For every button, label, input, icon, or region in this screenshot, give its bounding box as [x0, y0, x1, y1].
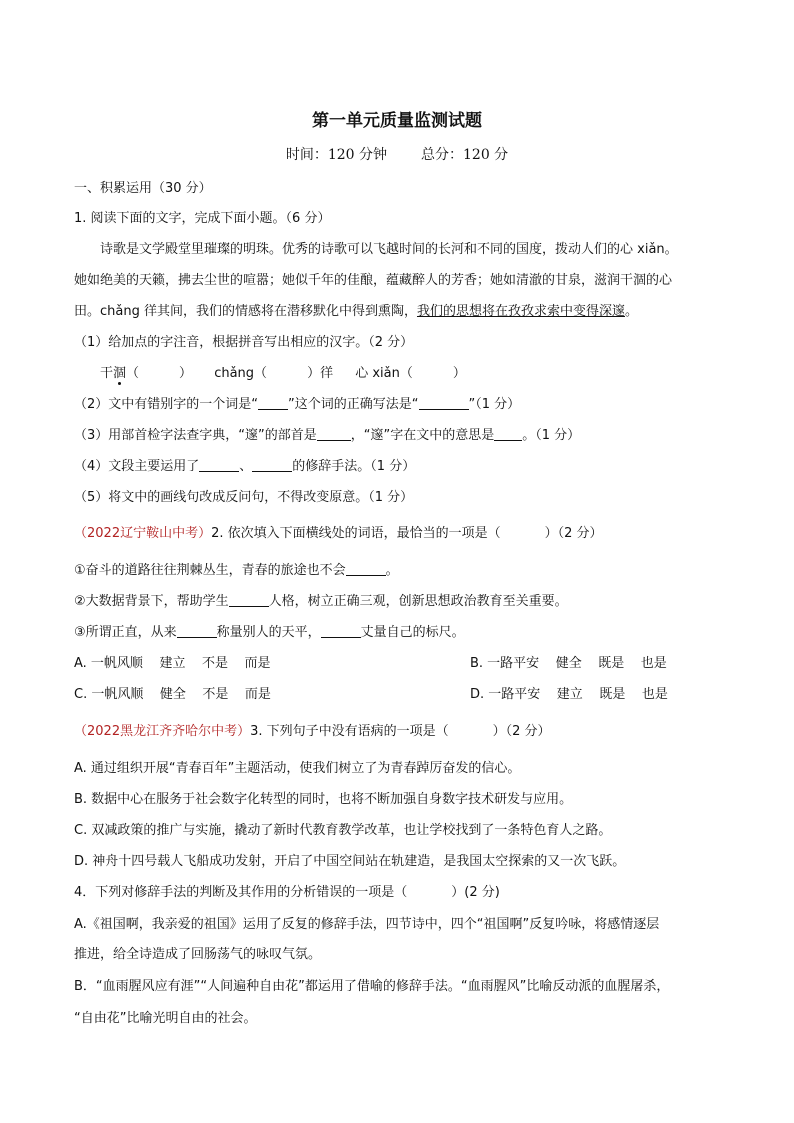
question-source: （2022辽宁鞍山中考）	[74, 526, 212, 541]
question-1-stem: 1. 阅读下面的文字，完成下面小题。（6 分）	[74, 211, 331, 226]
answer-blank[interactable]	[494, 427, 522, 441]
option-a-line-2[interactable]: 推进，给全诗造成了回肠荡气的咏叹气氛。	[74, 947, 322, 962]
question-2-options-row-1	[74, 655, 734, 673]
question-3-stem: （2022黑龙江齐齐哈尔中考）3. 下列句子中没有语病的一项是（ ）（2 分）	[74, 724, 551, 739]
question-1-sub-1-items: 干涸（ ） chǎng（ ）徉 心 xiǎn（ ）	[100, 366, 466, 381]
exam-time: 时间：120 分钟	[285, 147, 387, 163]
dotted-char-he: 涸	[113, 366, 127, 381]
question-4-stem: 4．下列对修辞手法的判断及其作用的分析错误的一项是（ ）(2 分)	[74, 885, 500, 900]
question-1-sub-5: （5）将文中的画线句改成反问句，不得改变原意。（1 分）	[74, 490, 414, 505]
exam-total-score: 总分：120 分	[421, 147, 509, 163]
answer-blank[interactable]	[321, 624, 361, 638]
answer-blank[interactable]	[419, 396, 469, 410]
question-1-sub-1: （1）给加点的字注音，根据拼音写出相应的汉字。（2 分）	[74, 335, 414, 350]
pinyin-chang: chǎng（	[214, 366, 268, 381]
option-b-line-1[interactable]: B．“血雨腥风应有涯”“人间遍种自由花”都运用了借喻的修辞手法。“血雨腥风”比喻反动派的血腥屠杀，	[74, 979, 670, 994]
option-a[interactable]: A. 通过组织开展“青春百年”主题活动，使我们树立了为青春踔厉奋发的信心。	[74, 761, 521, 776]
question-source: （2022黑龙江齐齐哈尔中考）	[74, 724, 251, 739]
underlined-sentence: 我们的思想将在孜孜求索中变得深邃	[416, 304, 625, 319]
word-gan: 干	[100, 366, 114, 381]
passage-line-3-text: 田。chǎng 徉其间，我们的情感将在潜移默化中得到熏陶，	[74, 304, 417, 319]
passage-line-2: 她如绝美的天籁，拂去尘世的喧嚣；她似千年的佳酿，蕴藏醉人的芳香；她如清澈的甘泉，滋润干涸的心	[74, 273, 673, 288]
question-2-stem: （2022辽宁鞍山中考）2. 依次填入下面横线处的词语，最恰当的一项是（ ）（2 分）	[74, 526, 603, 541]
pinyin-xian: 心 xiǎn（	[355, 366, 413, 381]
answer-blank[interactable]	[346, 562, 386, 576]
option-b-line-2[interactable]: “自由花”比喻光明自由的社会。	[74, 1011, 257, 1026]
question-2-item-2: ②大数据背景下，帮助学生 人格，树立正确三观，创新思想政治教育至关重要。	[74, 594, 568, 609]
answer-blank[interactable]	[229, 593, 269, 607]
answer-blank[interactable]	[258, 396, 288, 410]
passage-line-3	[74, 303, 734, 321]
question-1-sub-3: （3）用部首检字法查字典，“邃”的部首是 ，“邃”字在文中的意思是 。（1 分）	[74, 428, 581, 443]
option-d[interactable]: D. 一路平安 建立 既是 也是	[470, 687, 668, 702]
option-b[interactable]: B. 数据中心在服务于社会数字化转型的同时，也将不断加强自身数字技术研发与应用。	[74, 792, 573, 807]
passage-line-1: 诗歌是文学殿堂里璀璨的明珠。优秀的诗歌可以飞越时间的长河和不同的国度，拨动人们的心 xiǎn。	[100, 242, 678, 257]
question-1-sub-4: （4）文段主要运用了 、 的修辞手法。（1 分）	[74, 459, 416, 474]
option-a[interactable]: A. 一帆风顺 建立 不是 而是	[74, 656, 271, 671]
section-heading: 一、积累运用（30 分）	[74, 181, 212, 196]
option-b[interactable]: B. 一路平安 健全 既是 也是	[470, 656, 667, 671]
question-2-item-1: ①奋斗的道路往往荆棘丛生，青春的旅途也不会 。	[74, 563, 399, 578]
exam-info	[0, 144, 794, 164]
question-2-item-3: ③所谓正直，从来 称量别人的天平， 丈量自己的标尺。	[74, 625, 465, 640]
question-1-sub-2: （2）文中有错别字的一个词是“ ”这个词的正确写法是“ ”（1 分）	[74, 397, 521, 412]
answer-blank[interactable]	[177, 624, 217, 638]
answer-blank[interactable]	[252, 458, 292, 472]
answer-blank[interactable]	[317, 427, 351, 441]
option-c[interactable]: C. 一帆风顺 健全 不是 而是	[74, 687, 271, 702]
option-a-line-1[interactable]: A.《祖国啊，我亲爱的祖国》运用了反复的修辞手法，四节诗中，四个“祖国啊”反复吟咏，将感情逐层	[74, 917, 660, 932]
page-title: 第一单元质量监测试题	[312, 111, 482, 131]
answer-blank[interactable]	[199, 458, 239, 472]
passage-line-3-end: 。	[625, 304, 639, 319]
question-2-options-row-2	[74, 686, 734, 704]
option-d[interactable]: D. 神舟十四号载人飞船成功发射，开启了中国空间站在轨建造，是我国太空探索的又一次飞跃。	[74, 854, 626, 869]
option-c[interactable]: C. 双减政策的推广与实施，撬动了新时代教育教学改革，也让学校找到了一条特色育人之路。	[74, 823, 612, 838]
